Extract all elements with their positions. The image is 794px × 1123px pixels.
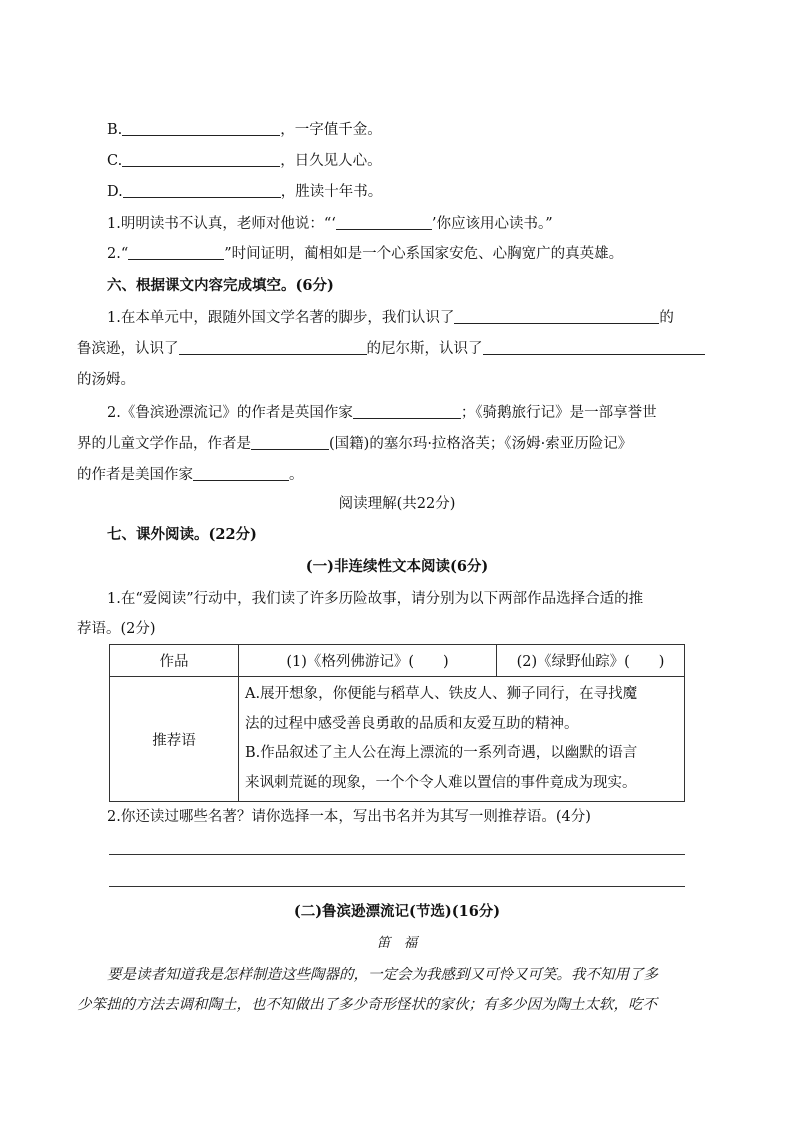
s6-q1-line3: 的汤姆。 xyxy=(77,372,135,388)
section-7-heading: 七、课外阅读。(22分) xyxy=(107,526,257,543)
option-a-line1: A.展开想象，你便能与稻草人、铁皮人、狮子同行，在寻找魔 xyxy=(245,686,638,702)
s7-q1-line2: 荐语。(2分) xyxy=(77,621,156,637)
part-1-title: (一)非连续性文本阅读(6分) xyxy=(305,558,489,575)
question-text: 2.《鲁滨逊漂流记》的作者是英国作家 xyxy=(107,405,353,421)
question-text: 的 xyxy=(659,310,674,326)
fill-item-c xyxy=(107,151,382,171)
question-text: 的作者是美国作家 xyxy=(77,467,193,483)
question-text: 2.“ xyxy=(107,246,129,262)
fill-item-d xyxy=(107,182,382,202)
reading-section-title: 阅读理解(共22分) xyxy=(338,496,456,512)
answer-blank[interactable] xyxy=(179,339,367,355)
fill-item-b xyxy=(107,120,382,140)
answer-blank[interactable] xyxy=(193,465,289,481)
passage-line-2: 少笨拙的方法去调和陶土，也不知做出了多少奇形怪状的家伙；有多少因为陶土太软，吃不 xyxy=(77,997,657,1013)
answer-blank[interactable] xyxy=(353,403,461,419)
question-1 xyxy=(107,214,553,234)
question-text: ；《骑鹅旅行记》是一部享誉世 xyxy=(460,405,657,421)
answer-blank[interactable] xyxy=(483,339,705,355)
option-b-line1: B.作品叙述了主人公在海上漂流的一系列奇遇，以幽默的语言 xyxy=(245,745,638,761)
answer-blank[interactable] xyxy=(454,308,659,324)
item-suffix: ，一字值千金。 xyxy=(280,122,382,138)
recommendation-options xyxy=(239,677,685,802)
question-text: 界的儿童文学作品，作者是 xyxy=(77,436,251,452)
table-header-cell[interactable]: (2)《绿野仙踪》( ) xyxy=(497,645,685,677)
s6-q1-line2 xyxy=(77,339,705,359)
answer-blank[interactable] xyxy=(128,244,224,260)
answer-blank[interactable] xyxy=(336,214,432,230)
answer-line[interactable] xyxy=(109,886,685,887)
recommendation-table xyxy=(109,644,685,802)
question-text: 。 xyxy=(289,467,304,483)
s7-q2: 2.你还读过哪些名著？请你选择一本，写出书名并为其写一则推荐语。(4分) xyxy=(107,809,591,825)
s6-q2-line1 xyxy=(107,403,657,423)
answer-line[interactable] xyxy=(109,854,685,855)
answer-blank[interactable] xyxy=(122,151,280,167)
question-text: 鲁滨逊，认识了 xyxy=(77,341,179,357)
question-text: ’你应该用心读书。” xyxy=(431,216,553,232)
option-b-line2: 来讽刺荒诞的现象，一个个令人难以置信的事件竟成为现实。 xyxy=(245,774,637,791)
item-label: C. xyxy=(107,153,123,169)
question-text: 1.在本单元中，跟随外国文学名著的脚步，我们认识了 xyxy=(107,310,455,326)
item-label: B. xyxy=(107,122,123,138)
question-2 xyxy=(107,244,623,264)
s6-q2-line2 xyxy=(77,434,632,454)
answer-blank[interactable] xyxy=(122,120,280,136)
item-suffix: ，日久见人心。 xyxy=(280,153,382,169)
table-row xyxy=(110,677,685,802)
s6-q2-line3 xyxy=(77,465,304,485)
answer-blank[interactable] xyxy=(251,434,329,450)
question-text: 1.明明读书不认真，老师对他说：“‘ xyxy=(107,216,336,232)
question-text: ”时间证明，蔺相如是一个心系国家安危、心胸宽广的真英雄。 xyxy=(224,246,624,262)
item-label: D. xyxy=(107,184,123,200)
answer-blank[interactable] xyxy=(123,182,281,198)
option-a-line2: 法的过程中感受善良勇敢的品质和友爱互助的精神。 xyxy=(245,715,579,732)
question-text: (国籍)的塞尔玛·拉格洛芙；《汤姆·索亚历险记》 xyxy=(329,436,633,452)
question-text: 的尼尔斯，认识了 xyxy=(366,341,483,357)
table-header-cell: 作品 xyxy=(110,645,239,677)
s7-q1-line1: 1.在“爱阅读”行动中，我们读了许多历险故事，请分别为以下两部作品选择合适的推 xyxy=(107,591,644,607)
part-2-title: (二)鲁滨逊漂流记(节选)(16分) xyxy=(293,903,501,920)
table-header-cell[interactable]: (1)《格列佛游记》( ) xyxy=(239,645,497,677)
s6-q1-line1 xyxy=(107,308,674,328)
table-row-label: 推荐语 xyxy=(110,677,239,802)
table-row xyxy=(110,645,685,677)
passage-author: 笛 福 xyxy=(376,935,418,951)
item-suffix: ，胜读十年书。 xyxy=(280,184,383,200)
passage-line-1: 要是读者知道我是怎样制造这些陶器的，一定会为我感到又可怜又可笑。我不知用了多 xyxy=(107,967,658,983)
section-6-heading: 六、根据课文内容完成填空。(6分) xyxy=(107,277,334,294)
